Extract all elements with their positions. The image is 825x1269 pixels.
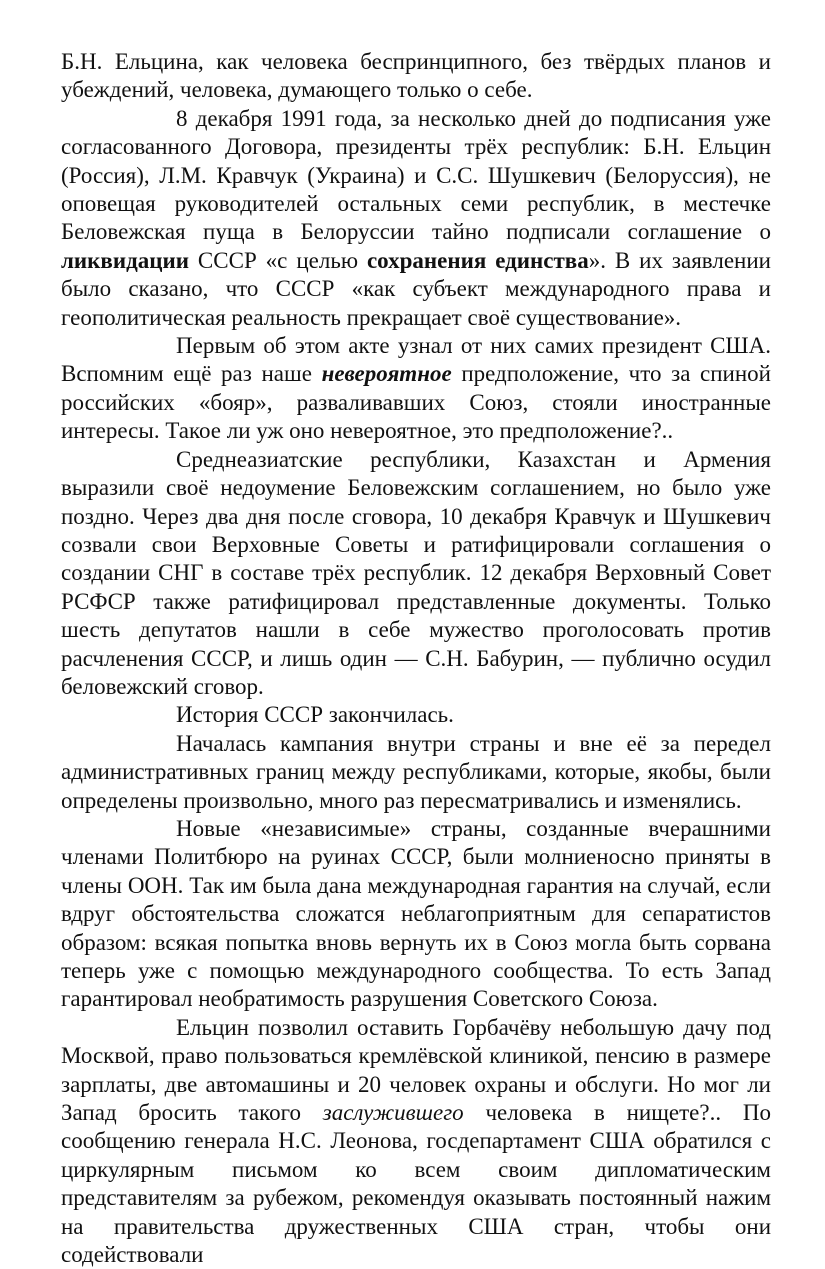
- emphasis-bold: сохранения единства: [366, 247, 589, 273]
- emphasis-bold-italic: невероятное: [321, 361, 452, 387]
- emphasis-bold: ликвидации: [61, 247, 189, 273]
- text-segment: Ельцин позволил оставить Горбачёву небольшую дачу под Москвой, право пользоваться кремлёвской клиникой, пенсию в размере зарплаты, две автомашины и 20 человек охраны и обслуги. Но мог ли Запад бросить такого: [61, 1014, 771, 1126]
- text-segment: Б.Н. Ельцина, как человека беспринципного, без твёрдых планов и убеждений, человека, думающего только о себе.: [61, 49, 771, 103]
- text-segment: Новые «независимые» страны, созданные вчерашними членами Политбюро на руинах СССР, были молниеносно приняты в члены ООН. Так им была дана международная гарантия на случай, если вдруг обстоятельства сложатся неблагоприятным для сепаратистов образом: всякая попытка вновь вернуть их в Союз могла быть сорвана теперь уже с помощью международного сообщества. То есть Запад гарантировал необратимость разрушения Советского Союза.: [61, 815, 771, 1012]
- text-segment: Началась кампания внутри страны и вне её за передел административных границ между республиками, которые, якобы, были определены произвольно, много раз пересматривались и изменялись.: [61, 730, 771, 813]
- paragraph: [61, 332, 771, 446]
- paragraph: [61, 48, 771, 105]
- text-segment: предположение, что за спиной российских «бояр», разваливавших Союз, стояли иностранные интересы. Такое ли уж оно невероятное, это предположение?..: [61, 361, 771, 444]
- text-segment: человека в нищете?.. По сообщению генерала Н.С. Леонова, госдепартамент США обратился с циркулярным письмом ко всем своим дипломатическим представителям за рубежом, рекомендуя оказывать постоянный нажим на правительства дружественных США стран, чтобы они содействовали: [61, 1100, 771, 1268]
- text-segment: История СССР закончилась.: [176, 702, 454, 728]
- text-segment: Среднеазиатские республики, Казахстан и Армения выразили своё недоумение Беловежским соглашением, но было уже поздно. Через два дня после сговора, 10 декабря Кравчук и Шушкевич созвали свои Верховные Советы и ратифицировали соглашения о создании СНГ в составе трёх республик. 12 декабря Верховный Совет РСФСР также ратифицировал представленные документы. Только шесть депутатов нашли в себе мужество проголосовать против расчленения СССР, и лишь один — С.Н. Бабурин, — публично осудил беловежский сговор.: [61, 446, 771, 699]
- text-segment: Первым об этом акте узнал от них самих президент США. Вспомним ещё раз наше: [61, 333, 771, 387]
- emphasis-italic: заслужившего: [322, 1100, 464, 1126]
- paragraph: [61, 701, 771, 729]
- text-segment: ». В их заявлении было сказано, что СССР «как субъект международного права и геополитическая реальность прекращает своё существование».: [61, 247, 771, 330]
- paragraph: [61, 446, 771, 702]
- text-segment: СССР «с целью: [188, 247, 367, 273]
- paragraph: [61, 105, 771, 332]
- paragraph: [61, 1014, 771, 1269]
- text-segment: 8 декабря 1991 года, за несколько дней до подписания уже согласованного Договора, президенты трёх республик: Б.Н. Ельцин (Россия), Л.М. Кравчук (Украина) и С.С. Шушкевич (Белоруссия), не оповещая руководителей остальных семи республик, в местечке Беловежская пуща в Белоруссии тайно подписали соглашение о: [61, 105, 771, 245]
- paragraph: [61, 815, 771, 1014]
- paragraph: [61, 730, 771, 815]
